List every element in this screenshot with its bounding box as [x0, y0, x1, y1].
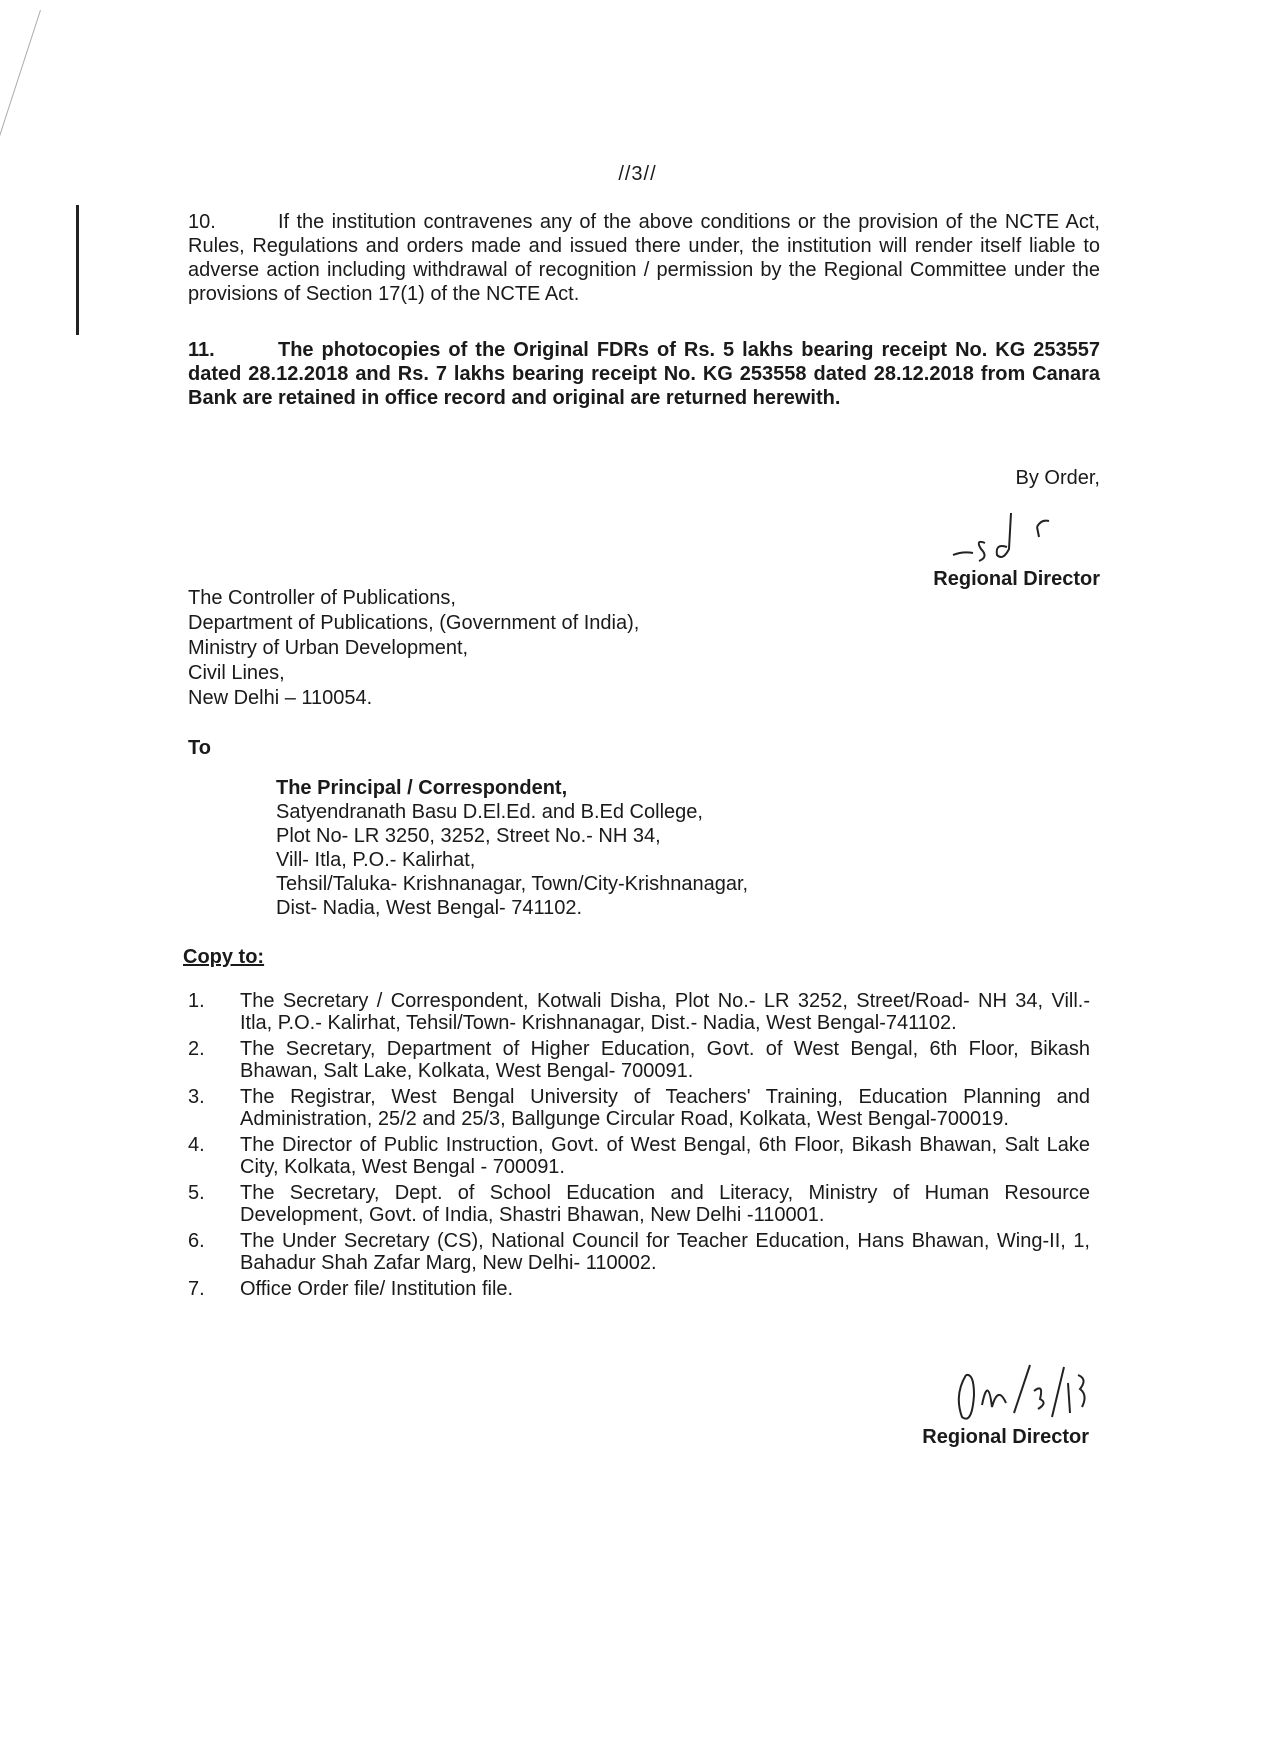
paragraph-number: 10. — [188, 211, 216, 233]
paragraph-text: The photocopies of the Original FDRs of Rs. 5 lakhs bearing receipt No. KG 253557 dated 28.12.2018 and Rs. 7 lakhs bearing receipt No. KG 253558 dated 28.12.2018 from Canara Bank are retained in office record and original are returned herewith. — [188, 339, 1100, 409]
list-item-text: Office Order file/ Institution file. — [240, 1278, 514, 1300]
address-line: Plot No- LR 3250, 3252, Street No.- NH 34, — [276, 825, 661, 847]
list-item-number: 5. — [188, 1182, 205, 1204]
list-item-number: 3. — [188, 1086, 205, 1108]
list-item-text: The Director of Public Instruction, Govt. of West Bengal, 6th Floor, Bikash Bhawan, Salt Lake City, Kolkata, West Bengal - 700091. — [240, 1134, 1090, 1178]
paragraph-number: 11. — [188, 339, 215, 361]
signature-scribble — [948, 1355, 1098, 1435]
page-number: //3// — [618, 163, 657, 185]
regional-director-title: Regional Director — [922, 1426, 1089, 1448]
address-line: Civil Lines, — [188, 662, 285, 684]
list-item — [188, 1086, 1090, 1130]
list-item-text: The Secretary / Correspondent, Kotwali Disha, Plot No.- LR 3252, Street/Road- NH 34, Vill.- Itla, P.O.- Kalirhat, Tehsil/Town- Krishnanagar, Dist.- Nadia, West Bengal-741102. — [240, 990, 1090, 1034]
list-item-number: 6. — [188, 1230, 205, 1252]
address-line: The Controller of Publications, — [188, 587, 456, 609]
list-item-text: The Registrar, West Bengal University of Teachers' Training, Education Planning and Administration, 25/2 and 25/3, Ballgunge Circular Road, Kolkata, West Bengal-700019. — [240, 1086, 1090, 1130]
list-item — [188, 990, 1090, 1034]
principal-address — [276, 776, 748, 920]
address-line: Department of Publications, (Government of India), — [188, 612, 640, 634]
address-line: Ministry of Urban Development, — [188, 637, 469, 659]
controller-address — [188, 586, 639, 711]
scan-artifact-bar — [76, 205, 79, 335]
copy-to-list — [188, 990, 1090, 1304]
address-line: Tehsil/Taluka- Krishnanagar, Town/City-Krishnanagar, — [276, 873, 749, 895]
list-item-text: The Under Secretary (CS), National Council for Teacher Education, Hans Bhawan, Wing-II, 1, Bahadur Shah Zafar Marg, New Delhi- 110002. — [240, 1230, 1090, 1274]
address-line: Vill- Itla, P.O.- Kalirhat, — [276, 849, 476, 871]
list-item-text: The Secretary, Department of Higher Education, Govt. of West Bengal, 6th Floor, Bikash Bhawan, Salt Lake, Kolkata, West Bengal- 700091. — [240, 1038, 1090, 1082]
list-item-text: The Secretary, Dept. of School Education and Literacy, Ministry of Human Resource Development, Govt. of India, Shastri Bhawan, New Delhi -110001. — [240, 1182, 1090, 1226]
paragraph-10 — [188, 210, 1100, 306]
list-item — [188, 1278, 1090, 1300]
address-line: Dist- Nadia, West Bengal- 741102. — [276, 897, 583, 919]
paragraph-11 — [188, 338, 1100, 410]
paragraph-text: If the institution contravenes any of the above conditions or the provision of the NCTE Act, Rules, Regulations and orders made and issued there under, the institution will render itself liable to adverse action including withdrawal of recognition / permission by the Regional Committee under the provisions of Section 17(1) of the NCTE Act. — [188, 211, 1100, 305]
copy-to-heading: Copy to: — [183, 946, 265, 968]
list-item-number: 4. — [188, 1134, 205, 1156]
list-item — [188, 1230, 1090, 1274]
list-item-number: 2. — [188, 1038, 205, 1060]
by-order-text: By Order, — [1015, 467, 1100, 489]
signature-sd — [945, 503, 1075, 572]
to-label: To — [188, 737, 211, 759]
recipient-title: The Principal / Correspondent, — [276, 777, 568, 799]
scan-artifact-line — [0, 10, 41, 229]
list-item — [188, 1038, 1090, 1082]
list-item — [188, 1182, 1090, 1226]
list-item-number: 1. — [188, 990, 205, 1012]
list-item-number: 7. — [188, 1278, 205, 1300]
address-line: New Delhi – 110054. — [188, 687, 373, 709]
list-item — [188, 1134, 1090, 1178]
address-line: Satyendranath Basu D.El.Ed. and B.Ed College, — [276, 801, 703, 823]
signature-scribble — [945, 503, 1075, 567]
regional-director-title: Regional Director — [933, 568, 1100, 590]
